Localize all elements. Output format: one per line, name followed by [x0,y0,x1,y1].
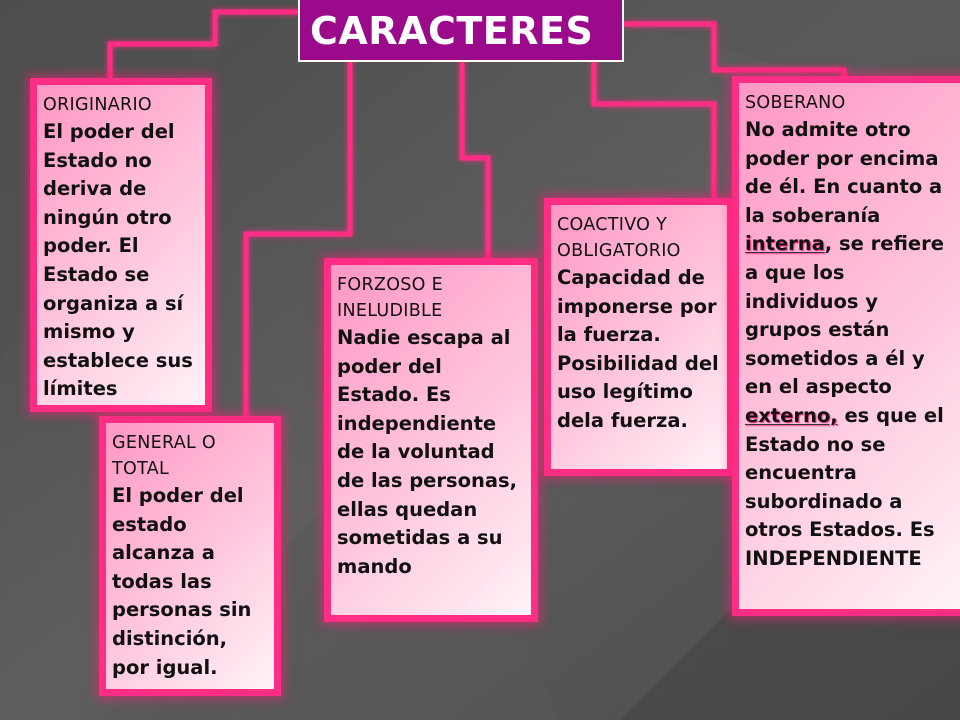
connector-soberano [624,24,844,80]
main-title: CARACTERES [298,0,624,62]
connector-coactivo [594,62,714,198]
emphasis-externo: externo, [745,403,838,427]
emphasis-interna: interna [745,232,825,256]
card-forzoso [324,258,538,622]
card-soberano [732,76,960,616]
card-heading: SOBERANO [745,93,846,113]
connector-originario [110,12,300,80]
card-heading: FORZOSO E INELUDIBLE [337,275,443,321]
connector-forzoso [462,62,488,262]
card-body: Capacidad de imponerse por la fuerza. Posibilidad del uso legítimo dela fuerza. [557,266,719,432]
card-general [99,416,281,696]
card-body: El poder del Estado no deriva de ningún otro poder. El Estado se organiza a sí mismo y establece sus límites [43,120,193,401]
card-heading: GENERAL O TOTAL [112,433,216,479]
card-coactivo [544,198,734,476]
card-originario [30,78,212,412]
card-body [745,116,956,574]
body-text: , se refiere a que los individuos y grupos están sometidos a él y en el aspecto [745,232,944,399]
card-body: El poder del estado alcanza a todas las personas sin distinción, por igual. [112,484,252,679]
card-body: Nadie escapa al poder del Estado. Es independiente de la voluntad de las personas, ellas quedan sometidas a su mando [337,326,518,578]
card-heading: ORIGINARIO [43,95,152,115]
card-heading: COACTIVO Y OBLIGATORIO [557,215,681,261]
body-text: es que el Estado no se encuentra subordinado a otros Estados. Es INDEPENDIENTE [745,403,944,570]
body-text: No admite otro poder por encima de él. En cuanto a la soberanía [745,118,943,227]
